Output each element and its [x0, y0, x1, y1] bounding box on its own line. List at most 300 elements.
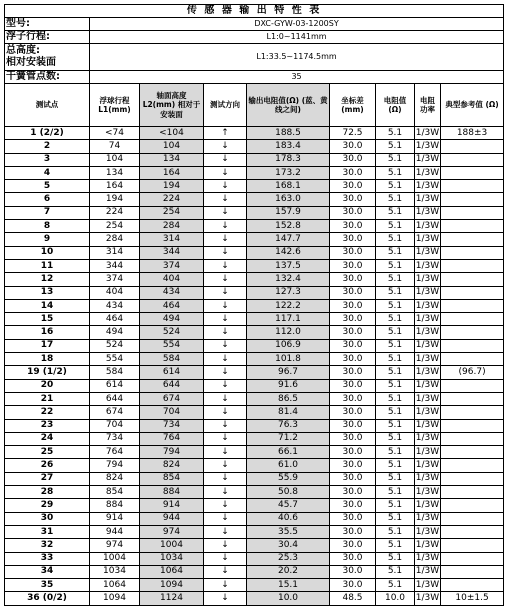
- table-row: [5, 392, 504, 405]
- cell-reference: [441, 180, 504, 193]
- cell-reference: [441, 379, 504, 392]
- table-row: [5, 459, 504, 472]
- cell-l2: 164: [140, 166, 204, 179]
- cell-l2: 614: [140, 366, 204, 379]
- cell-coordinate-diff: 30.0: [330, 366, 376, 379]
- cell-reference: 188±3: [441, 127, 504, 140]
- cell-coordinate-diff: 30.0: [330, 193, 376, 206]
- cell-power: 1/3W: [415, 379, 441, 392]
- cell-l1: 554: [90, 353, 140, 366]
- cell-reference: [441, 286, 504, 299]
- cell-l2: 374: [140, 259, 204, 272]
- cell-reference: [441, 246, 504, 259]
- cell-power: 1/3W: [415, 579, 441, 592]
- cell-l1: 494: [90, 326, 140, 339]
- cell-output-resistance: 101.8: [247, 353, 330, 366]
- cell-point: 3: [5, 153, 90, 166]
- cell-direction: ↓: [204, 486, 247, 499]
- cell-output-resistance: 81.4: [247, 406, 330, 419]
- cell-power: 1/3W: [415, 140, 441, 153]
- table-row: [5, 127, 504, 140]
- cell-direction: ↓: [204, 273, 247, 286]
- cell-reference: [441, 565, 504, 578]
- cell-output-resistance: 142.6: [247, 246, 330, 259]
- cell-l2: 194: [140, 180, 204, 193]
- cell-l1: 974: [90, 539, 140, 552]
- cell-l2: <104: [140, 127, 204, 140]
- cell-output-resistance: 137.5: [247, 259, 330, 272]
- cell-l2: 674: [140, 392, 204, 405]
- cell-coordinate-diff: 30.0: [330, 419, 376, 432]
- table-row: [5, 486, 504, 499]
- cell-point: 27: [5, 472, 90, 485]
- cell-output-resistance: 25.3: [247, 552, 330, 565]
- cell-reference: [441, 313, 504, 326]
- cell-output-resistance: 127.3: [247, 286, 330, 299]
- table-row: [5, 472, 504, 485]
- cell-l2: 404: [140, 273, 204, 286]
- cell-resistance: 5.1: [376, 220, 415, 233]
- cell-l2: 794: [140, 446, 204, 459]
- cell-reference: [441, 233, 504, 246]
- cell-reference: [441, 579, 504, 592]
- cell-resistance: 5.1: [376, 512, 415, 525]
- cell-direction: ↓: [204, 180, 247, 193]
- cell-reference: [441, 206, 504, 219]
- cell-power: 1/3W: [415, 206, 441, 219]
- cell-reference: [441, 552, 504, 565]
- header-power: 电阻 功率: [415, 84, 441, 127]
- table-row: [5, 339, 504, 352]
- table-row: [5, 525, 504, 538]
- cell-resistance: 5.1: [376, 339, 415, 352]
- column-header-row: [5, 84, 504, 127]
- cell-point: 24: [5, 432, 90, 445]
- cell-l2: 824: [140, 459, 204, 472]
- cell-coordinate-diff: 48.5: [330, 592, 376, 605]
- cell-reference: 10±1.5: [441, 592, 504, 605]
- cell-power: 1/3W: [415, 259, 441, 272]
- table-row: [5, 220, 504, 233]
- cell-reference: [441, 525, 504, 538]
- cell-point: 8: [5, 220, 90, 233]
- cell-power: 1/3W: [415, 339, 441, 352]
- cell-output-resistance: 178.3: [247, 153, 330, 166]
- cell-coordinate-diff: 30.0: [330, 299, 376, 312]
- cell-direction: ↓: [204, 193, 247, 206]
- cell-l1: 674: [90, 406, 140, 419]
- cell-point: 5: [5, 180, 90, 193]
- cell-direction: ↓: [204, 592, 247, 605]
- cell-power: 1/3W: [415, 486, 441, 499]
- cell-resistance: 5.1: [376, 552, 415, 565]
- cell-power: 1/3W: [415, 406, 441, 419]
- cell-coordinate-diff: 30.0: [330, 220, 376, 233]
- reed-value: 35: [90, 71, 504, 84]
- cell-reference: [441, 486, 504, 499]
- cell-output-resistance: 45.7: [247, 499, 330, 512]
- cell-direction: ↓: [204, 512, 247, 525]
- table-row: [5, 326, 504, 339]
- cell-resistance: 5.1: [376, 299, 415, 312]
- cell-l1: 644: [90, 392, 140, 405]
- height-label-line1: 总高度:: [6, 45, 40, 56]
- cell-power: 1/3W: [415, 193, 441, 206]
- cell-l1: 704: [90, 419, 140, 432]
- cell-point: 22: [5, 406, 90, 419]
- cell-power: 1/3W: [415, 326, 441, 339]
- table-row: [5, 353, 504, 366]
- table-row: [5, 259, 504, 272]
- cell-point: 23: [5, 419, 90, 432]
- cell-direction: ↓: [204, 565, 247, 578]
- cell-point: 31: [5, 525, 90, 538]
- cell-power: 1/3W: [415, 432, 441, 445]
- cell-l2: 524: [140, 326, 204, 339]
- characteristics-table: [4, 4, 504, 606]
- cell-l1: 164: [90, 180, 140, 193]
- cell-l2: 1094: [140, 579, 204, 592]
- cell-direction: ↓: [204, 379, 247, 392]
- cell-point: 34: [5, 565, 90, 578]
- cell-coordinate-diff: 30.0: [330, 233, 376, 246]
- cell-direction: ↓: [204, 166, 247, 179]
- table-row: [5, 206, 504, 219]
- cell-point: 35: [5, 579, 90, 592]
- cell-power: 1/3W: [415, 233, 441, 246]
- height-value: L1:33.5~1174.5mm: [90, 44, 504, 71]
- cell-resistance: 5.1: [376, 140, 415, 153]
- cell-reference: [441, 512, 504, 525]
- cell-point: 33: [5, 552, 90, 565]
- cell-resistance: 5.1: [376, 246, 415, 259]
- cell-point: 16: [5, 326, 90, 339]
- cell-power: 1/3W: [415, 419, 441, 432]
- table-row: [5, 512, 504, 525]
- table-row: [5, 579, 504, 592]
- cell-reference: [441, 153, 504, 166]
- cell-direction: ↓: [204, 406, 247, 419]
- cell-coordinate-diff: 30.0: [330, 406, 376, 419]
- cell-output-resistance: 157.9: [247, 206, 330, 219]
- cell-resistance: 5.1: [376, 166, 415, 179]
- cell-point: 18: [5, 353, 90, 366]
- cell-direction: ↓: [204, 432, 247, 445]
- cell-l1: 944: [90, 525, 140, 538]
- table-row: [5, 153, 504, 166]
- table-row: [5, 379, 504, 392]
- cell-coordinate-diff: 30.0: [330, 313, 376, 326]
- cell-l2: 584: [140, 353, 204, 366]
- cell-output-resistance: 147.7: [247, 233, 330, 246]
- cell-l2: 224: [140, 193, 204, 206]
- header-output-resistance: 输出电阻值(Ω) (蓝、黄线之间): [247, 84, 330, 127]
- cell-reference: [441, 326, 504, 339]
- cell-l2: 884: [140, 486, 204, 499]
- cell-coordinate-diff: 30.0: [330, 326, 376, 339]
- cell-reference: [441, 166, 504, 179]
- cell-direction: ↓: [204, 233, 247, 246]
- cell-output-resistance: 122.2: [247, 299, 330, 312]
- cell-direction: ↓: [204, 419, 247, 432]
- cell-resistance: 5.1: [376, 579, 415, 592]
- cell-l2: 644: [140, 379, 204, 392]
- cell-power: 1/3W: [415, 525, 441, 538]
- cell-power: 1/3W: [415, 392, 441, 405]
- cell-l1: 314: [90, 246, 140, 259]
- cell-power: 1/3W: [415, 472, 441, 485]
- cell-output-resistance: 15.1: [247, 579, 330, 592]
- cell-resistance: 5.1: [376, 565, 415, 578]
- cell-resistance: 5.1: [376, 432, 415, 445]
- cell-point: 29: [5, 499, 90, 512]
- cell-coordinate-diff: 30.0: [330, 486, 376, 499]
- cell-reference: [441, 259, 504, 272]
- cell-point: 20: [5, 379, 90, 392]
- cell-output-resistance: 61.0: [247, 459, 330, 472]
- cell-l1: 344: [90, 259, 140, 272]
- cell-reference: [441, 299, 504, 312]
- table-row: [5, 499, 504, 512]
- cell-l1: 614: [90, 379, 140, 392]
- table-title: 传 感 器 输 出 特 性 表: [5, 5, 504, 18]
- cell-coordinate-diff: 30.0: [330, 459, 376, 472]
- cell-coordinate-diff: 30.0: [330, 166, 376, 179]
- height-label: [5, 44, 90, 71]
- cell-direction: ↓: [204, 446, 247, 459]
- cell-reference: [441, 193, 504, 206]
- cell-direction: ↓: [204, 206, 247, 219]
- cell-output-resistance: 117.1: [247, 313, 330, 326]
- cell-point: 6: [5, 193, 90, 206]
- cell-l1: 1004: [90, 552, 140, 565]
- cell-power: 1/3W: [415, 246, 441, 259]
- table-row: [5, 286, 504, 299]
- travel-label: 浮子行程:: [5, 31, 90, 44]
- cell-resistance: 5.1: [376, 153, 415, 166]
- cell-output-resistance: 183.4: [247, 140, 330, 153]
- cell-l1: 194: [90, 193, 140, 206]
- header-direction: 测试方向: [204, 84, 247, 127]
- cell-l1: 284: [90, 233, 140, 246]
- model-label: 型号:: [5, 18, 90, 31]
- cell-point: 19 (1/2): [5, 366, 90, 379]
- table-row: [5, 539, 504, 552]
- cell-point: 7: [5, 206, 90, 219]
- cell-direction: ↓: [204, 299, 247, 312]
- cell-l2: 914: [140, 499, 204, 512]
- cell-power: 1/3W: [415, 366, 441, 379]
- cell-direction: ↓: [204, 539, 247, 552]
- cell-point: 14: [5, 299, 90, 312]
- cell-power: 1/3W: [415, 166, 441, 179]
- table-row: [5, 592, 504, 605]
- cell-resistance: 5.1: [376, 525, 415, 538]
- cell-point: 2: [5, 140, 90, 153]
- table-row: [5, 406, 504, 419]
- cell-direction: ↓: [204, 220, 247, 233]
- cell-point: 15: [5, 313, 90, 326]
- table-row: [5, 446, 504, 459]
- cell-power: 1/3W: [415, 313, 441, 326]
- cell-coordinate-diff: 30.0: [330, 286, 376, 299]
- cell-l1: 884: [90, 499, 140, 512]
- header-resistance: 电阻值 (Ω): [376, 84, 415, 127]
- cell-l2: 1004: [140, 539, 204, 552]
- cell-resistance: 5.1: [376, 286, 415, 299]
- cell-direction: ↓: [204, 246, 247, 259]
- cell-l1: 1064: [90, 579, 140, 592]
- cell-l2: 254: [140, 206, 204, 219]
- cell-coordinate-diff: 30.0: [330, 392, 376, 405]
- cell-reference: (96.7): [441, 366, 504, 379]
- cell-l1: <74: [90, 127, 140, 140]
- cell-resistance: 5.1: [376, 486, 415, 499]
- cell-resistance: 5.1: [376, 127, 415, 140]
- cell-coordinate-diff: 30.0: [330, 153, 376, 166]
- cell-direction: ↓: [204, 353, 247, 366]
- cell-point: 28: [5, 486, 90, 499]
- cell-power: 1/3W: [415, 299, 441, 312]
- cell-output-resistance: 86.5: [247, 392, 330, 405]
- cell-coordinate-diff: 30.0: [330, 552, 376, 565]
- cell-l1: 1034: [90, 565, 140, 578]
- cell-reference: [441, 273, 504, 286]
- cell-l2: 104: [140, 140, 204, 153]
- cell-resistance: 5.1: [376, 419, 415, 432]
- cell-resistance: 5.1: [376, 326, 415, 339]
- cell-direction: ↑: [204, 127, 247, 140]
- cell-power: 1/3W: [415, 499, 441, 512]
- table-row: [5, 180, 504, 193]
- cell-reference: [441, 446, 504, 459]
- table-row: [5, 366, 504, 379]
- cell-l2: 554: [140, 339, 204, 352]
- cell-direction: ↓: [204, 472, 247, 485]
- cell-output-resistance: 50.8: [247, 486, 330, 499]
- table-row: [5, 419, 504, 432]
- cell-output-resistance: 35.5: [247, 525, 330, 538]
- cell-l2: 494: [140, 313, 204, 326]
- cell-reference: [441, 339, 504, 352]
- table-row: [5, 273, 504, 286]
- cell-reference: [441, 472, 504, 485]
- cell-l1: 434: [90, 299, 140, 312]
- cell-l2: 134: [140, 153, 204, 166]
- cell-l2: 1034: [140, 552, 204, 565]
- cell-direction: ↓: [204, 525, 247, 538]
- spec-sheet: [4, 4, 503, 606]
- cell-coordinate-diff: 30.0: [330, 432, 376, 445]
- cell-direction: ↓: [204, 313, 247, 326]
- cell-point: 9: [5, 233, 90, 246]
- cell-output-resistance: 173.2: [247, 166, 330, 179]
- model-value: DXC-GYW-03-1200SY: [90, 18, 504, 31]
- table-row: [5, 299, 504, 312]
- reed-label: 干簧管点数:: [5, 71, 90, 84]
- cell-reference: [441, 392, 504, 405]
- cell-l2: 974: [140, 525, 204, 538]
- cell-power: 1/3W: [415, 127, 441, 140]
- cell-direction: ↓: [204, 153, 247, 166]
- table-row: [5, 166, 504, 179]
- table-body: [5, 5, 504, 606]
- cell-output-resistance: 66.1: [247, 446, 330, 459]
- header-coordinate-diff: 坐标差 (mm): [330, 84, 376, 127]
- cell-output-resistance: 76.3: [247, 419, 330, 432]
- cell-output-resistance: 188.5: [247, 127, 330, 140]
- cell-l1: 74: [90, 140, 140, 153]
- cell-coordinate-diff: 30.0: [330, 140, 376, 153]
- cell-power: 1/3W: [415, 153, 441, 166]
- cell-resistance: 5.1: [376, 446, 415, 459]
- table-row: [5, 552, 504, 565]
- cell-power: 1/3W: [415, 220, 441, 233]
- cell-resistance: 5.1: [376, 472, 415, 485]
- cell-resistance: 5.1: [376, 193, 415, 206]
- cell-coordinate-diff: 30.0: [330, 539, 376, 552]
- cell-l1: 914: [90, 512, 140, 525]
- table-row: [5, 193, 504, 206]
- cell-l1: 224: [90, 206, 140, 219]
- cell-resistance: 5.1: [376, 233, 415, 246]
- cell-l2: 314: [140, 233, 204, 246]
- cell-direction: ↓: [204, 339, 247, 352]
- cell-coordinate-diff: 30.0: [330, 379, 376, 392]
- cell-power: 1/3W: [415, 446, 441, 459]
- cell-point: 25: [5, 446, 90, 459]
- cell-point: 13: [5, 286, 90, 299]
- cell-coordinate-diff: 30.0: [330, 273, 376, 286]
- cell-l2: 1124: [140, 592, 204, 605]
- cell-resistance: 5.1: [376, 406, 415, 419]
- cell-l1: 1094: [90, 592, 140, 605]
- cell-power: 1/3W: [415, 273, 441, 286]
- cell-point: 36 (0/2): [5, 592, 90, 605]
- cell-l1: 764: [90, 446, 140, 459]
- cell-power: 1/3W: [415, 286, 441, 299]
- cell-l1: 404: [90, 286, 140, 299]
- cell-direction: ↓: [204, 366, 247, 379]
- cell-point: 30: [5, 512, 90, 525]
- cell-output-resistance: 112.0: [247, 326, 330, 339]
- cell-coordinate-diff: 30.0: [330, 246, 376, 259]
- travel-value: L1:0~1141mm: [90, 31, 504, 44]
- cell-output-resistance: 55.9: [247, 472, 330, 485]
- cell-output-resistance: 152.8: [247, 220, 330, 233]
- cell-coordinate-diff: 30.0: [330, 472, 376, 485]
- cell-power: 1/3W: [415, 459, 441, 472]
- cell-point: 11: [5, 259, 90, 272]
- cell-direction: ↓: [204, 286, 247, 299]
- cell-output-resistance: 10.0: [247, 592, 330, 605]
- table-row: [5, 140, 504, 153]
- cell-reference: [441, 220, 504, 233]
- header-reference: 典型参考值 (Ω): [441, 84, 504, 127]
- cell-output-resistance: 96.7: [247, 366, 330, 379]
- cell-resistance: 5.1: [376, 539, 415, 552]
- cell-coordinate-diff: 30.0: [330, 180, 376, 193]
- cell-power: 1/3W: [415, 539, 441, 552]
- cell-l1: 584: [90, 366, 140, 379]
- table-row: [5, 246, 504, 259]
- cell-point: 1 (2/2): [5, 127, 90, 140]
- cell-resistance: 5.1: [376, 459, 415, 472]
- cell-point: 17: [5, 339, 90, 352]
- cell-l1: 824: [90, 472, 140, 485]
- cell-power: 1/3W: [415, 512, 441, 525]
- cell-output-resistance: 71.2: [247, 432, 330, 445]
